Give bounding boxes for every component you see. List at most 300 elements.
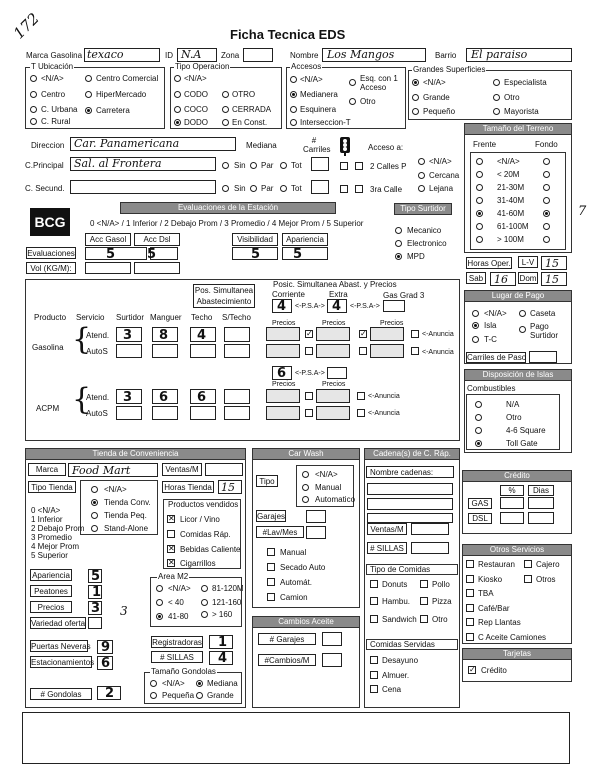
- acpm-atend-stecho[interactable]: [224, 389, 250, 404]
- gas-precio-6[interactable]: [370, 344, 404, 358]
- cadena-field-2[interactable]: [367, 498, 453, 510]
- acpm-atend-techo[interactable]: [190, 389, 216, 404]
- area-opt-40: < 40: [168, 598, 184, 607]
- acpm-atend-surtidor[interactable]: [116, 389, 142, 404]
- num-gondolas-field[interactable]: [97, 686, 121, 700]
- secund-mediana-sin: Sin: [234, 184, 246, 193]
- apariencia-value: 5: [293, 247, 303, 262]
- estacionamientos-button[interactable]: Estacionamientos: [31, 658, 95, 667]
- gas-atend-stecho[interactable]: [224, 327, 250, 342]
- gas-pct-field[interactable]: [500, 497, 524, 509]
- surtidor-radio-electronico[interactable]: [395, 240, 402, 247]
- frente-radio-5[interactable]: [476, 223, 483, 230]
- gasolina-brace-icon: {: [72, 322, 92, 357]
- area-opt-41: 41-80: [168, 612, 189, 621]
- pago-radio-na[interactable]: [472, 310, 479, 317]
- tienda-precios-field[interactable]: [88, 601, 102, 615]
- gas-autos-techo[interactable]: [190, 344, 216, 358]
- carwash-title: Car Wash: [252, 448, 360, 460]
- acpm-autos-stecho[interactable]: [224, 406, 250, 420]
- area-radio-40[interactable]: [156, 599, 163, 606]
- acpm-pos-field-2[interactable]: [327, 367, 347, 379]
- dsl-pct-field[interactable]: [500, 512, 524, 524]
- registradoras-button[interactable]: Registradoras: [152, 638, 202, 647]
- puertas-button[interactable]: Puertas Neveras: [31, 642, 91, 651]
- automat-check[interactable]: [267, 578, 275, 586]
- fondo-radio-2[interactable]: [543, 184, 550, 191]
- pos-simultanea-button[interactable]: Pos. Simultanea Abastecimiento: [194, 286, 254, 306]
- islas-radio-tollgate[interactable]: [475, 440, 482, 447]
- terreno-opt-2: 21-30M: [497, 183, 525, 192]
- horas-tienda-button[interactable]: Horas Tienda: [162, 481, 214, 493]
- corriente-label: Corriente: [272, 290, 305, 299]
- pago-radio-caseta[interactable]: [519, 310, 526, 317]
- frente-label: Frente: [473, 140, 497, 149]
- visibilidad-button[interactable]: Visibilidad: [232, 233, 278, 246]
- aceite-camiones-label: C Aceite Camiones: [478, 633, 547, 642]
- operacion-radio-const[interactable]: [222, 119, 229, 126]
- acpm-precio-4[interactable]: [316, 406, 350, 420]
- operacion-title: Tipo Operacion: [175, 62, 230, 71]
- tipo-tienda-button[interactable]: Tipo Tienda: [28, 481, 76, 493]
- gas-anuncia-check-1[interactable]: [411, 330, 419, 338]
- secado-label: Secado Auto: [280, 563, 326, 572]
- accesos-opt-na: <N/A>: [300, 75, 323, 84]
- gas-atend-manguer-value: 8: [159, 328, 169, 343]
- tienda-sillas-button[interactable]: # SILLAS: [151, 651, 203, 663]
- peatones-field[interactable]: [88, 585, 102, 599]
- credito-card-check[interactable]: ✓: [469, 665, 476, 674]
- secund-mediana-par-radio[interactable]: [250, 185, 257, 192]
- cadena-field-3[interactable]: [367, 513, 453, 523]
- tienda-precios-button[interactable]: Precios: [30, 601, 72, 613]
- otros-title: Otros Servicios: [462, 544, 572, 556]
- restauran-check[interactable]: [466, 560, 474, 568]
- otros-label: Otros: [536, 575, 556, 584]
- aceite-camiones-check[interactable]: [466, 633, 474, 641]
- barrio-field[interactable]: [466, 48, 572, 62]
- secund-check-1[interactable]: [340, 185, 348, 193]
- gas-precio-check-4[interactable]: [305, 347, 313, 355]
- ubicacion-opt-centro: Centro: [41, 90, 66, 99]
- gas-autos-stecho[interactable]: [224, 344, 250, 358]
- secund-check-2[interactable]: [355, 185, 363, 193]
- donuts-label: Donuts: [382, 580, 408, 589]
- cadenas-title: Cadena(s) de C. Ráp.: [364, 448, 460, 460]
- gondolas-title: Tamaño Gondolas: [151, 667, 216, 676]
- traffic-light-icon: [336, 136, 354, 156]
- dom-field[interactable]: [541, 272, 567, 286]
- area-radio-na[interactable]: [156, 585, 163, 592]
- acpm-precio-3[interactable]: [266, 406, 300, 420]
- acpm-atend-surtidor-value: 3: [123, 390, 133, 405]
- vol-button[interactable]: Vol (KG/M):: [26, 262, 76, 274]
- acc-dsl-field[interactable]: [147, 247, 178, 262]
- nombre-value: Los Mangos: [327, 48, 395, 61]
- cadenas-ventas-field[interactable]: [411, 523, 449, 535]
- gas-dias-field[interactable]: [528, 497, 554, 509]
- evaluaciones-scale: 0 <N/A> / 1 Inferior / 2 Debajo Prom / 3 Promedio / 4 Mejor Prom / 5 Superior: [90, 219, 364, 228]
- cadenas-sillas-button[interactable]: # SILLAS: [367, 542, 407, 554]
- acpm-precio-2[interactable]: [316, 389, 350, 403]
- secund-field[interactable]: [70, 180, 216, 194]
- principal-carriles-field[interactable]: [311, 157, 329, 171]
- cafe-check[interactable]: [466, 604, 474, 612]
- cajero-check[interactable]: [524, 560, 532, 568]
- gondolas-radio-grande[interactable]: [196, 692, 203, 699]
- aceite-cambios-button[interactable]: #Cambios/M: [258, 654, 316, 666]
- tienda-marca-field[interactable]: [68, 463, 158, 477]
- ubicacion-radio-centro[interactable]: [30, 91, 37, 98]
- gas-precio-check-1[interactable]: ✓: [306, 329, 313, 338]
- tipo-tienda-opt-conv: Tienda Conv.: [104, 498, 151, 507]
- tipo-tienda-radio-peq[interactable]: [91, 512, 98, 519]
- principal-field[interactable]: [70, 157, 216, 171]
- pizza-check[interactable]: [420, 597, 428, 605]
- acpm-precio-1[interactable]: [266, 389, 300, 403]
- acpm-atend-label: Atend.: [86, 393, 110, 402]
- carwash-tipo-button[interactable]: Tipo: [256, 475, 278, 487]
- acpm-pos-field[interactable]: [272, 366, 292, 380]
- area-radio-81[interactable]: [201, 585, 208, 592]
- nombre-field[interactable]: [322, 48, 426, 62]
- llantas-check[interactable]: [466, 618, 474, 626]
- frente-radio-2[interactable]: [476, 184, 483, 191]
- pago-radio-tc[interactable]: [472, 336, 479, 343]
- corriente-field[interactable]: [272, 299, 292, 313]
- ubicacion-radio-hiper[interactable]: [85, 91, 92, 98]
- peatones-button[interactable]: Peatones: [30, 585, 72, 597]
- surtidor-opt-mecanico: Mecanico: [407, 226, 442, 235]
- lv-button[interactable]: L-V: [518, 256, 538, 268]
- accesos-radio-esquinera[interactable]: [290, 106, 297, 113]
- pollo-label: Pollo: [432, 580, 450, 589]
- gas-autos-surtidor[interactable]: [116, 344, 142, 358]
- extra-field[interactable]: [327, 299, 347, 313]
- accesos-radio-interseccion[interactable]: [290, 119, 297, 126]
- frente-radio-6[interactable]: [476, 236, 483, 243]
- acpm-pos-value: 6: [277, 366, 287, 381]
- acpm-autos-surtidor[interactable]: [116, 406, 142, 420]
- num-gondolas-button[interactable]: # Gondolas: [30, 688, 92, 700]
- ubicacion-radio-urbana[interactable]: [30, 106, 37, 113]
- islas-radio-square[interactable]: [475, 427, 482, 434]
- cadena-field-1[interactable]: [367, 483, 453, 495]
- ubicacion-opt-rural: C. Rural: [41, 117, 71, 126]
- operacion-radio-coco[interactable]: [174, 106, 181, 113]
- anuncia-label-3: <-Anuncia: [368, 393, 400, 400]
- frente-radio-4[interactable]: [476, 210, 483, 217]
- gas-precio-3[interactable]: [370, 327, 404, 341]
- principal-mediana-tot-radio[interactable]: [280, 162, 287, 169]
- tipo-tienda-radio-stand[interactable]: [91, 525, 98, 532]
- principal-mediana-par: Par: [261, 161, 274, 170]
- tienda-sillas-field[interactable]: [209, 651, 233, 665]
- tipo-tienda-radio-na[interactable]: [91, 486, 98, 493]
- camion-label: Camion: [280, 593, 308, 602]
- islas-radio-otro[interactable]: [475, 414, 482, 421]
- cadenas-ventas-button[interactable]: Ventas/M: [367, 523, 407, 535]
- secund-mediana-sin-radio[interactable]: [222, 185, 229, 192]
- gas-atend-surtidor-value: 3: [123, 328, 133, 343]
- garajes-field[interactable]: [306, 510, 326, 523]
- pollo-check[interactable]: [420, 580, 428, 588]
- operacion-opt-cerrada: CERRADA: [232, 105, 272, 114]
- accesos-radio-esq1[interactable]: [349, 79, 356, 86]
- operacion-radio-na[interactable]: [174, 75, 181, 82]
- cafe-label: Café/Bar: [478, 604, 510, 613]
- gas-precio-4[interactable]: [266, 344, 300, 358]
- sandwich-check[interactable]: [370, 615, 378, 623]
- desayuno-check[interactable]: [370, 656, 378, 664]
- carwash-radio-auto[interactable]: [302, 496, 309, 503]
- pago-opt-tc: T-C: [484, 335, 497, 344]
- area-radio-121[interactable]: [201, 599, 208, 606]
- lv-field[interactable]: [541, 256, 567, 270]
- principal-check-1[interactable]: [340, 162, 348, 170]
- nombre-cadenas-button[interactable]: Nombre cadenas:: [366, 466, 454, 478]
- terreno-opt-5: 61-100M: [497, 222, 529, 231]
- carwash-opt-manual: Manual: [315, 483, 342, 492]
- donuts-check[interactable]: [370, 580, 378, 588]
- precios-label-1: Precios: [272, 320, 296, 327]
- almuer-check[interactable]: [370, 671, 378, 679]
- gondolas-radio-na[interactable]: [150, 680, 157, 687]
- gasolina-autos-label: AutoS: [86, 347, 108, 356]
- cadenas-sillas-field[interactable]: [411, 542, 449, 554]
- comida-otro-check[interactable]: [420, 615, 428, 623]
- frente-radio-1[interactable]: [476, 171, 483, 178]
- aceite-garajes-button[interactable]: # Garajes: [258, 633, 316, 645]
- fondo-radio-5[interactable]: [543, 223, 550, 230]
- cigarrillos-check[interactable]: ✕: [168, 558, 175, 567]
- estacionamientos-field[interactable]: [97, 656, 113, 670]
- area-radio-160[interactable]: [201, 611, 208, 618]
- sab-field[interactable]: [490, 272, 516, 286]
- area-title: Area M2: [158, 572, 189, 581]
- fondo-radio-6[interactable]: [543, 236, 550, 243]
- principal-mediana-sin: Sin: [234, 161, 246, 170]
- principal-mediana-sin-radio[interactable]: [222, 162, 229, 169]
- acceso-cercana-radio[interactable]: [418, 172, 425, 179]
- fondo-radio-4[interactable]: [543, 210, 550, 217]
- gas-precio-1[interactable]: [266, 327, 300, 341]
- principal-check-2[interactable]: [355, 162, 363, 170]
- acpm-anuncia-check-2[interactable]: [357, 409, 365, 417]
- mediana-label: Mediana: [246, 141, 277, 150]
- surtidor-opt-mpd: MPD: [407, 252, 425, 261]
- notes-field[interactable]: [22, 712, 570, 764]
- acpm-autos-manguer[interactable]: [152, 406, 178, 420]
- superficies-radio-grande[interactable]: [412, 94, 419, 101]
- islas-opt-square: 4-6 Square: [506, 426, 546, 435]
- licor-check[interactable]: ✕: [168, 514, 175, 523]
- area-radio-41[interactable]: [156, 613, 163, 620]
- variedad-field[interactable]: [88, 617, 102, 629]
- tienda-apariencia-button[interactable]: Apariencia: [30, 569, 72, 581]
- gondolas-radio-mediana[interactable]: [196, 680, 203, 687]
- acceso-na-radio[interactable]: [418, 158, 425, 165]
- header-surtidor: Surtidor: [116, 313, 145, 322]
- gasolina-label: Gasolina: [32, 343, 64, 352]
- acceso-lejana: Lejana: [429, 184, 454, 193]
- operacion-radio-dodo[interactable]: [174, 119, 181, 126]
- ubicacion-radio-na[interactable]: [30, 75, 37, 82]
- principal-mediana-tot: Tot: [291, 161, 302, 170]
- ubicacion-opt-cc: Centro Comercial: [96, 74, 159, 83]
- hambu-label: Hambu.: [382, 597, 411, 606]
- gondolas-radio-pequena[interactable]: [150, 692, 157, 699]
- ubicacion-opt-urbana: C. Urbana: [41, 105, 78, 114]
- accesos-radio-medianera[interactable]: [290, 91, 297, 98]
- frente-radio-0[interactable]: [476, 158, 483, 165]
- header-techo: Techo: [191, 313, 213, 322]
- pago-radio-isla[interactable]: [472, 322, 479, 329]
- acpm-atend-manguer[interactable]: [152, 389, 178, 404]
- acceso-cercana: Cercana: [429, 171, 460, 180]
- acpm-anuncia-check-1[interactable]: [357, 392, 365, 400]
- operacion-radio-cerrada[interactable]: [222, 106, 229, 113]
- principal-mediana-par-radio[interactable]: [250, 162, 257, 169]
- tba-check[interactable]: [466, 589, 474, 597]
- otros-check[interactable]: [524, 575, 532, 583]
- marca-label: Marca Gasolina: [26, 51, 83, 60]
- carwash-radio-na[interactable]: [302, 471, 309, 478]
- precios-label-5: Precios: [322, 381, 346, 388]
- puertas-field[interactable]: [97, 640, 113, 654]
- gas-grad-field[interactable]: [383, 300, 405, 312]
- gas-atend-techo[interactable]: [190, 327, 216, 342]
- acpm-autos-techo[interactable]: [190, 406, 216, 420]
- horas-oper-button[interactable]: Horas Oper.: [467, 259, 511, 268]
- registradoras-field[interactable]: [209, 635, 233, 649]
- ventas-button[interactable]: Ventas/M: [162, 463, 202, 476]
- tipo-tienda-radio-conv[interactable]: [91, 499, 98, 506]
- dom-button[interactable]: Dom: [519, 274, 537, 283]
- ubicacion-radio-carretera[interactable]: [85, 107, 92, 114]
- superficies-radio-otro[interactable]: [493, 94, 500, 101]
- apariencia-button[interactable]: Apariencia: [282, 233, 328, 246]
- carriles-paso-field[interactable]: [529, 351, 557, 363]
- secado-check[interactable]: [267, 563, 275, 571]
- fondo-radio-1[interactable]: [543, 171, 550, 178]
- frente-radio-3[interactable]: [476, 197, 483, 204]
- gas-precio-5[interactable]: [316, 344, 350, 358]
- secund-carriles-field[interactable]: [311, 180, 329, 194]
- area-opt-121: 121-160: [212, 598, 242, 607]
- tienda-sillas-value: 4: [218, 651, 228, 666]
- acceso-lejana-radio[interactable]: [418, 185, 425, 192]
- carwash-radio-manual[interactable]: [302, 484, 309, 491]
- tienda-marca-button[interactable]: Marca: [28, 463, 66, 476]
- acpm-precio-check-1[interactable]: [305, 392, 313, 400]
- operacion-radio-codo[interactable]: [174, 91, 181, 98]
- dsl-dias-field[interactable]: [528, 512, 554, 524]
- acc-gasol-field[interactable]: [85, 247, 147, 260]
- kiosko-check[interactable]: [466, 575, 474, 583]
- sab-button[interactable]: Sab: [466, 272, 486, 284]
- fondo-radio-3[interactable]: [543, 197, 550, 204]
- surtidor-radio-mpd[interactable]: [395, 253, 402, 260]
- carwash-manual-check[interactable]: [267, 548, 275, 556]
- vol-dsl-field[interactable]: [134, 262, 180, 274]
- superficies-radio-na[interactable]: [412, 79, 419, 86]
- accesos-title: Accesos: [291, 62, 322, 71]
- aceite-garajes-field[interactable]: [322, 632, 342, 646]
- operacion-radio-otro[interactable]: [222, 91, 229, 98]
- pizza-label: Pizza: [432, 597, 452, 606]
- carriles-paso-button[interactable]: Carriles de Paso: [467, 353, 527, 362]
- fondo-radio-0[interactable]: [543, 158, 550, 165]
- apariencia-field[interactable]: [282, 247, 328, 260]
- gas-atend-manguer[interactable]: [152, 327, 178, 342]
- lav-mes-button[interactable]: #Lav/Mes: [256, 526, 304, 538]
- carwash-opt-na: <N/A>: [315, 470, 338, 479]
- ubicacion-radio-rural[interactable]: [30, 118, 37, 125]
- superficies-radio-mayorista[interactable]: [493, 108, 500, 115]
- hambu-check[interactable]: [370, 597, 378, 605]
- tienda-scale-2: 2 Debajo Prom: [31, 524, 85, 533]
- acc-dsl-button[interactable]: Acc Dsl: [134, 233, 180, 246]
- variedad-button[interactable]: Variedad oferta: [31, 619, 86, 628]
- superficies-radio-pequeno[interactable]: [412, 108, 419, 115]
- marca-field[interactable]: [84, 48, 160, 62]
- aceite-cambios-field[interactable]: [322, 653, 342, 667]
- accesos-radio-na[interactable]: [290, 76, 297, 83]
- garajes-button[interactable]: Garajes: [257, 512, 286, 521]
- dom-value: 15: [545, 273, 559, 286]
- gas-autos-manguer[interactable]: [152, 344, 178, 358]
- acpm-precio-check-3[interactable]: [305, 409, 313, 417]
- acpm-label: ACPM: [36, 404, 60, 413]
- gas-precio-2[interactable]: [316, 327, 350, 341]
- lav-mes-field[interactable]: [306, 526, 326, 539]
- superficies-opt-grande: Grande: [423, 93, 450, 102]
- accesos-opt-otro: Otro: [360, 97, 376, 106]
- pago-radio-surtidor[interactable]: [519, 326, 526, 333]
- islas-radio-na[interactable]: [475, 401, 482, 408]
- camion-check[interactable]: [267, 593, 275, 601]
- visibilidad-field[interactable]: [232, 247, 278, 260]
- ubicacion-radio-cc[interactable]: [85, 75, 92, 82]
- accesos-radio-otro[interactable]: [349, 98, 356, 105]
- ventas-field[interactable]: [205, 463, 243, 476]
- precios-label-2: Precios: [322, 320, 346, 327]
- pago-title: Lugar de Pago: [464, 290, 572, 302]
- bebidas-check[interactable]: ✕: [168, 544, 175, 553]
- tienda-apariencia-field[interactable]: [88, 569, 102, 583]
- vol-gasol-field[interactable]: [85, 262, 131, 274]
- comidas-rap-check[interactable]: [167, 530, 175, 538]
- gas-precio-check-5[interactable]: [359, 347, 367, 355]
- direccion-field[interactable]: [70, 137, 236, 151]
- acc-gasol-button[interactable]: Acc Gasol: [85, 233, 131, 246]
- surtidor-radio-mecanico[interactable]: [395, 227, 402, 234]
- zona-field[interactable]: [243, 48, 273, 62]
- horas-tienda-field[interactable]: [218, 480, 242, 494]
- secund-mediana-tot-radio[interactable]: [280, 185, 287, 192]
- variedad-note: 3: [120, 604, 128, 618]
- evaluaciones-button[interactable]: Evaluaciones: [27, 249, 75, 258]
- gas-anuncia-check-2[interactable]: [411, 347, 419, 355]
- gas-atend-surtidor[interactable]: [116, 327, 142, 342]
- cena-check[interactable]: [370, 685, 378, 693]
- gas-precio-check-2[interactable]: ✓: [360, 329, 367, 338]
- superficies-radio-especialista[interactable]: [493, 79, 500, 86]
- tienda-scale-5: 5 Superior: [31, 551, 68, 560]
- id-field[interactable]: [177, 48, 217, 62]
- terreno-opt-1: < 20M: [497, 170, 520, 179]
